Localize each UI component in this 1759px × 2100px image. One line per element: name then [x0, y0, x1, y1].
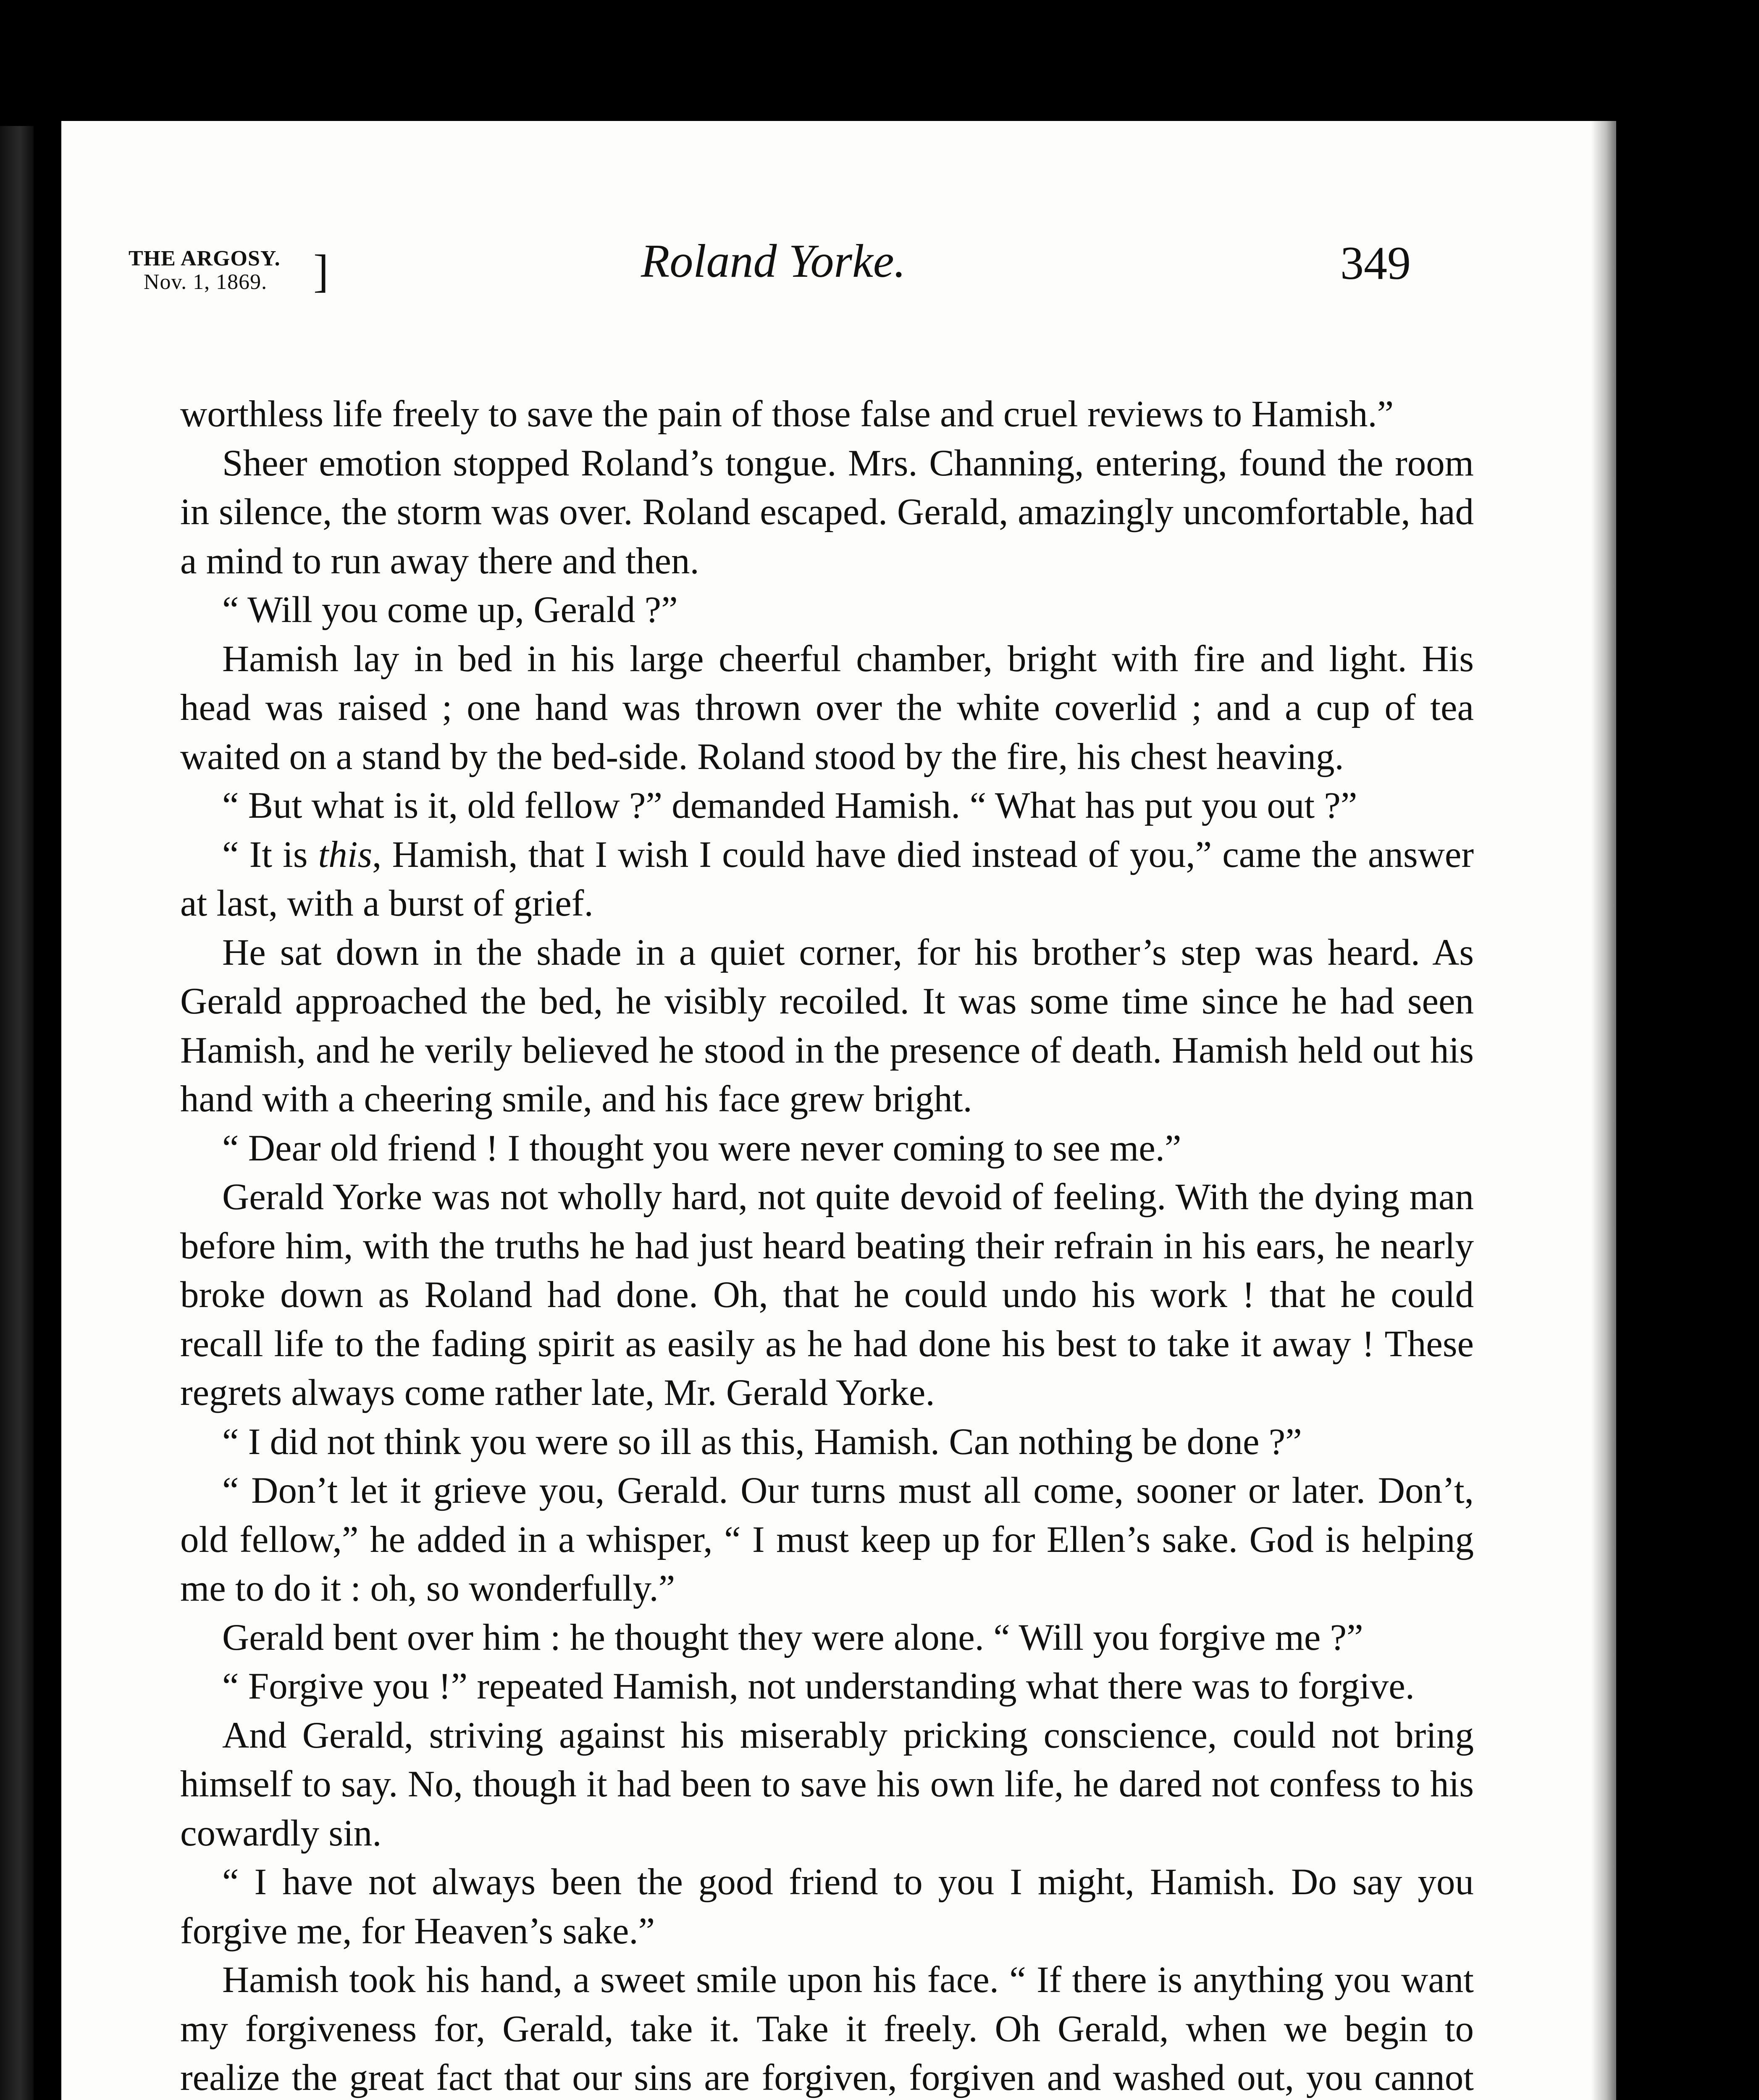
book-page [61, 121, 1616, 2100]
header-bracket: ] [313, 245, 329, 297]
journal-imprint [129, 245, 329, 297]
paragraph: He sat down in the shade in a quiet corner, for his brother’s step was heard. As Gerald approached the bed, he visibly recoiled. It was some time since he had seen Hamish, and he verily believed he stood in the presence of death. Hamish held out his hand with a cheering smile, and his face grew bright. [180, 932, 1474, 1120]
paragraph: “ Forgive you !” repeated Hamish, not understanding what there was to forgive. [222, 1666, 1415, 1707]
paragraph: Sheer emotion stopped Roland’s tongue. Mrs. Channing, entering, found the room in silence, the storm was over. Roland escaped. Gerald, amazingly uncomfortable, had a mind to run away there and then. [180, 442, 1474, 582]
paragraph: “ But what is it, old fellow ?” demanded Hamish. “ What has put you out ?” [222, 785, 1357, 826]
paragraph: worthless life freely to save the pain of those false and cruel reviews to Hamish.” [180, 394, 1394, 435]
page-number: 349 [1340, 237, 1411, 289]
paragraph: “ Dear old friend ! I thought you were never coming to see me.” [222, 1127, 1181, 1169]
paragraph: And Gerald, striving against his miserably pricking conscience, could not bring himself to say. No, though it had been to save his own life, he dared not confess to his cowardly sin. [180, 1714, 1474, 1854]
paragraph: Gerald Yorke was not wholly hard, not quite devoid of feeling. With the dying man before him, with the truths he had just heard beating their refrain in his ears, he nearly broke down as Roland had done. Oh, that he could undo his work ! that he could recall life to the fading spirit as easily as he had done his best to take it away ! These regrets always come rather late, Mr. Gerald Yorke. [180, 1176, 1474, 1413]
emphasis: this [318, 834, 373, 875]
paragraph: “ I did not think you were so ill as this, Hamish. Can nothing be done ?” [222, 1421, 1302, 1462]
book-spine-edge [0, 126, 34, 2100]
paragraph: Gerald bent over him : he thought they were alone. “ Will you forgive me ?” [222, 1617, 1363, 1658]
running-title: Roland Yorke. [641, 235, 906, 287]
journal-name: THE ARGOSY. [129, 247, 281, 270]
paragraph: “ It is this, Hamish, that I wish I could have died instead of you,” came the answer at last, with a burst of grief. [180, 834, 1474, 924]
paragraph: Hamish lay in bed in his large cheerful chamber, bright with fire and light. His head was raised ; one hand was thrown over the white coverlid ; and a cup of tea waited on a stand by the bed-side. Roland stood by the fire, his chest heaving. [180, 638, 1474, 777]
paragraph: Hamish took his hand, a sweet smile upon his face. “ If there is anything you want my forgiveness for, Gerald, take it. Take it freely. Oh Gerald, when we begin to realize the great fact that our sins are forgiven, forgiven and washed out, you cannot [180, 1959, 1474, 2098]
issue-date: Nov. 1, 1869. [144, 270, 268, 294]
paragraph: “ Will you come up, Gerald ?” [222, 589, 678, 630]
paragraph: “ I have not always been the good friend to you I might, Hamish. Do say you forgive me, for Heaven’s sake.” [180, 1861, 1474, 1952]
paragraph: “ Don’t let it grieve you, Gerald. Our turns must all come, sooner or later. Don’t, old fellow,” he added in a whisper, “ I must keep up for Ellen’s sake. God is helping me to do it : oh, so wonderfully.” [180, 1470, 1474, 1609]
body-text [180, 390, 1474, 2100]
